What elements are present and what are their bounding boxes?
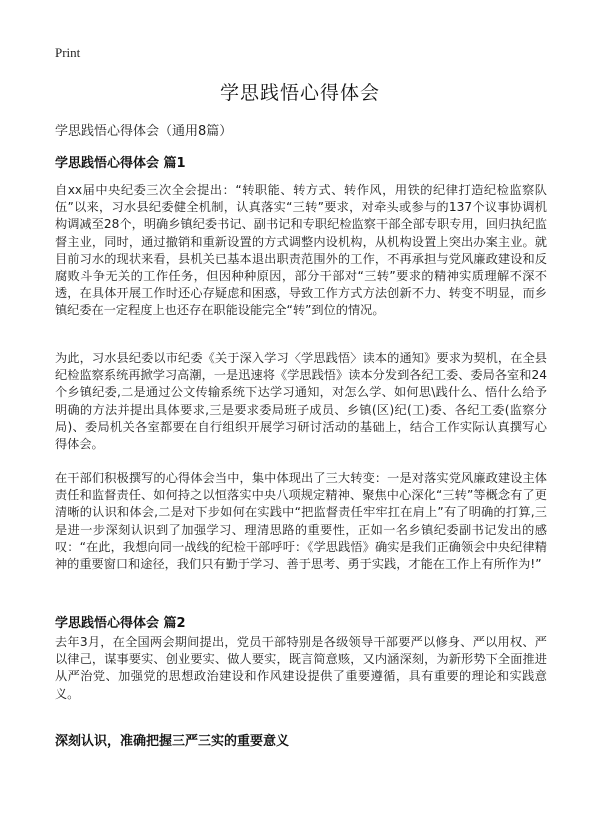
paragraph-2-1: 去年3月，在全国两会期间提出，党员干部特别是各级领导干部要严以修身、严以用权、严以律己，谋事要实、创业要实、做人要实，既言简意赅，又内涵深刻，为新形势下全面推进从严治党、加强党的思想政治建设和作风建设提供了重要遵循，具有重要的理论和实践意义。 — [55, 635, 547, 701]
document-subtitle: 学思践悟心得体会（通用8篇） — [55, 124, 233, 139]
print-link[interactable]: Print — [55, 45, 81, 60]
page-title: 学思践悟心得体会 — [219, 82, 380, 104]
section-heading-1: 学思践悟心得体会 篇1 — [55, 156, 186, 171]
paragraph-1-1: 自xx届中央纪委三次全会提出：“转职能、转方式、转作风，用铁的纪律打造纪检监察队伍”以来，习水县纪委健全机制，认真落实“三转”要求，对牵头或参与的137个议事协调机构调减至28个，明确乡镇纪委书记、副书记和专职纪检监察干部全部专职专用，回归执纪监督主业，同时，通过撤销和重新设置的方式调整内设机构，从机构设置上突出办案主业。就目前习水的现状来看，县机关已基本退出职责范围外的工作，不再承担与党风廉政建设和反腐败斗争无关的工作任务，但因种种原因，部分干部对“三转”要求的精神实质理解不深不透，在具体开展工作时还心存疑虑和困惑，导致工作方式方法创新不力、转变不明显，而乡镇纪委在一定程度上也还存在职能设能完全“转”到位的情况。 — [55, 183, 547, 318]
section-heading-2: 学思践悟心得体会 篇2 — [55, 616, 186, 631]
section-heading-3: 深刻认识，准确把握三严三实的重要意义 — [55, 734, 290, 749]
paragraph-1-2: 为此，习水县纪委以市纪委《关于深入学习〈学思践悟〉读本的通知》要求为契机，在全县纪检监察系统再掀学习高潮，一是迅速将《学思践悟》读本分发到各纪工委、委局各室和24个乡镇纪委,二是通过公文传输系统下达学习通知，对怎么学、如何思\践什么、悟什么给予明确的方法并提出具体要求,三是要求委局班子成员、乡镇(区)纪(工)委、各纪工委(监察分局)、委局机关各室都要在自行组织开展学习研讨活动的基础上，结合工作实际认真撰写心得体会。 — [55, 351, 547, 452]
paragraph-1-3: 在干部们积极撰写的心得体会当中，集中体现出了三大转变：一是对落实党风廉政建设主体责任和监督责任、如何持之以恒落实中央八项规定精神、聚焦中心深化“三转”等概念有了更清晰的认识和体会,二是对下步如何在实践中“把监督责任牢牢扛在肩上”有了明确的打算,三是进一步深刻认识到了加强学习、理清思路的重要性，正如一名乡镇纪委副书记发出的感叹：“在此，我想向同一战线的纪检干部呼吁：《学思践悟》确实是我们正确领会中央纪律精神的重要窗口和途径，我们只有勤于学习、善于思考、勇于实践，才能在工作上有所作为!” — [55, 471, 547, 572]
